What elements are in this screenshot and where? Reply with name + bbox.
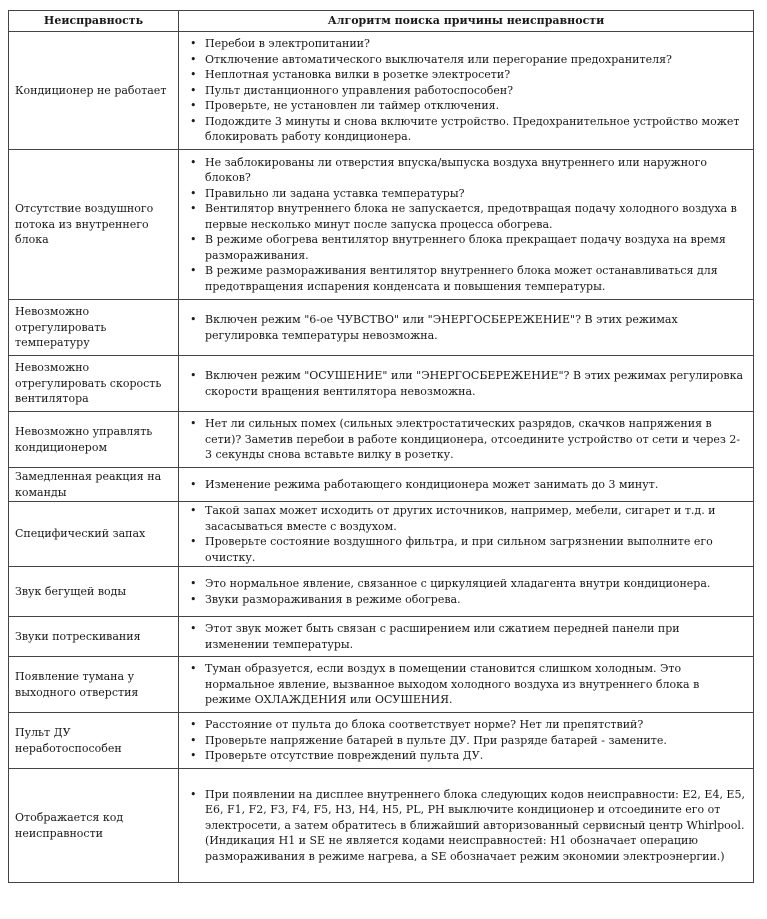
list-item-text: Вентилятор внутреннего блока не запускается, предотвращая подачу холодного воздуха в первые несколько минут после запуска процесса обогрева. — [205, 202, 737, 231]
list-item — [183, 592, 747, 608]
bullet-icon: • — [190, 662, 197, 676]
list-item-text: Звуки размораживания в режиме обогрева. — [205, 592, 461, 606]
check-list — [183, 368, 747, 399]
list-item-text: Изменение режима работающего кондиционера может занимать до 3 минут. — [205, 477, 659, 491]
bullet-icon: • — [190, 233, 197, 247]
list-item-text: Включен режим "6-ое ЧУВСТВО" или "ЭНЕРГОСБЕРЕЖЕНИЕ"? В этих режимах регулировка температуры невозможна. — [205, 313, 678, 342]
bullet-icon: • — [190, 622, 197, 635]
list-item — [183, 186, 747, 202]
list-item-text: Перебои в электропитании? — [205, 37, 370, 51]
troubleshooting-table — [8, 10, 754, 883]
list-item — [183, 201, 747, 232]
list-item — [183, 232, 747, 263]
list-item-text: При появлении на дисплее внутреннего блока следующих кодов неисправности: E2, E4, E5, E6, F1, F2, F3, F4, F5, H3, H4, H5, PL, PH выключите кондиционер и отсоедините его от электросети, а затем обратитесь в ближайший авторизованный сервисный центр Whirlpool. — [205, 787, 745, 832]
malfunction-cell: Звук бегущей воды — [9, 567, 179, 617]
list-item-text: Правильно ли задана уставка температуры? — [205, 186, 465, 200]
malfunction-cell: Звуки потрескивания — [9, 617, 179, 657]
table-row — [9, 502, 754, 567]
list-item — [183, 83, 747, 99]
bullet-icon: • — [190, 787, 197, 801]
algorithm-cell — [179, 412, 754, 468]
bullet-icon: • — [190, 417, 197, 431]
bullet-icon: • — [190, 749, 197, 763]
algorithm-cell — [179, 468, 754, 502]
table-row — [9, 617, 754, 657]
algorithm-cell — [179, 300, 754, 356]
check-list — [183, 717, 747, 764]
list-item — [183, 621, 747, 652]
malfunction-cell: Невозможно отрегулировать скорость вентилятора — [9, 356, 179, 412]
list-item-text: Отключение автоматического выключателя или перегорание предохранителя? — [205, 52, 672, 66]
list-item — [183, 263, 747, 294]
table-row — [9, 468, 754, 502]
bullet-icon: • — [190, 369, 197, 382]
table-row — [9, 567, 754, 617]
list-item — [183, 576, 747, 592]
check-list — [183, 477, 747, 493]
algorithm-cell — [179, 356, 754, 412]
list-item — [183, 67, 747, 83]
algorithm-cell — [179, 769, 754, 883]
malfunction-cell: Невозможно отрегулировать температуру — [9, 300, 179, 356]
algorithm-cell — [179, 617, 754, 657]
malfunction-cell: Замедленная реакция на команды — [9, 468, 179, 502]
list-item — [183, 748, 747, 764]
malfunction-cell: Специфический запах — [9, 502, 179, 567]
bullet-icon: • — [190, 504, 197, 517]
list-item-text: Этот звук может быть связан с расширением или сжатием передней панели при изменении температуры. — [205, 622, 680, 651]
list-item — [183, 52, 747, 68]
bullet-icon: • — [190, 99, 197, 113]
bullet-icon: • — [190, 718, 197, 732]
list-item-text: Проверьте, не установлен ли таймер отключения. — [205, 99, 500, 113]
malfunction-cell: Появление тумана у выходного отверстия — [9, 657, 179, 713]
bullet-icon: • — [190, 535, 197, 548]
check-list — [183, 576, 747, 607]
list-item-text: Подождите 3 минуты и снова включите устройство. Предохранительное устройство может блокировать работу кондиционера. — [205, 114, 740, 144]
table-row — [9, 300, 754, 356]
list-item-text: Нет ли сильных помех (сильных электростатических разрядов, скачков напряжения в сети)? Заметив перебои в работе кондиционера, отсоедините устройство от сети и через 2-3 секунды снова вставьте вилку в розетку. — [205, 417, 741, 462]
list-item-text: Проверьте напряжение батарей в пульте ДУ. При разряде батарей - замените. — [205, 733, 667, 747]
list-item-text: В режиме обогрева вентилятор внутреннего блока прекращает подачу воздуха на время размораживания. — [205, 233, 726, 262]
list-item-text: Проверьте состояние воздушного фильтра, и при сильном загрязнении выполните его очистку. — [205, 535, 713, 564]
list-item — [183, 534, 747, 565]
bullet-icon: • — [190, 155, 197, 169]
list-item — [183, 661, 747, 708]
list-item — [183, 368, 747, 399]
malfunction-cell: Пульт ДУ неработоспособен — [9, 713, 179, 769]
algorithm-cell — [179, 657, 754, 713]
list-item-text: Туман образуется, если воздух в помещении становится слишком холодным. Это нормальное явление, вызванное выходом холодного воздуха из внутреннего блока в режиме ОХЛАЖДЕНИЯ или ОСУШЕНИЯ. — [205, 662, 700, 707]
bullet-icon: • — [190, 264, 197, 278]
list-item — [183, 98, 747, 114]
list-item — [183, 416, 747, 463]
list-item — [183, 477, 747, 493]
bullet-icon: • — [190, 477, 197, 491]
algorithm-cell — [179, 713, 754, 769]
list-item — [183, 733, 747, 749]
check-list — [183, 155, 747, 295]
malfunction-cell: Невозможно управлять кондиционером — [9, 412, 179, 468]
header-algorithm: Алгоритм поиска причины неисправности — [179, 11, 754, 32]
note-text: (Индикация H1 и SE не является кодами неисправностей: H1 обозначает операцию размораживания в режиме нагрева, а SE обозначает режим экономии электроэнергии.) — [205, 834, 725, 863]
check-list — [183, 661, 747, 708]
list-item — [183, 717, 747, 733]
check-list — [183, 621, 747, 652]
algorithm-cell — [179, 32, 754, 150]
list-item-text: Проверьте отсутствие повреждений пульта ДУ. — [205, 749, 484, 763]
bullet-icon: • — [190, 577, 197, 590]
table-row — [9, 769, 754, 883]
malfunction-cell: Кондиционер не работает — [9, 32, 179, 150]
header-malfunction: Неисправность — [9, 11, 179, 32]
list-item-text: Расстояние от пульта до блока соответствует норме? Нет ли препятствий? — [205, 718, 644, 732]
list-item-text: Не заблокированы ли отверстия впуска/выпуска воздуха внутреннего или наружного блоков? — [205, 155, 708, 185]
list-item-text: В режиме размораживания вентилятор внутреннего блока может останавливаться для предотвращения испарения конденсата и повышения температуры. — [205, 264, 718, 293]
check-list — [183, 36, 747, 145]
check-list — [183, 787, 747, 834]
bullet-icon: • — [190, 52, 197, 66]
bullet-icon: • — [190, 733, 197, 747]
algorithm-cell — [179, 150, 754, 300]
malfunction-cell: Отображается код неисправности — [9, 769, 179, 883]
check-list — [183, 416, 747, 463]
check-list — [183, 312, 747, 343]
bullet-icon: • — [190, 592, 197, 606]
bullet-icon: • — [190, 37, 197, 51]
list-item — [183, 36, 747, 52]
bullet-icon: • — [190, 202, 197, 216]
table-row — [9, 713, 754, 769]
list-item — [183, 114, 747, 145]
list-item-text: Это нормальное явление, связанное с циркуляцией хладагента внутри кондиционера. — [205, 577, 711, 590]
bullet-icon: • — [190, 313, 197, 326]
table-header-row — [9, 11, 754, 32]
table-row — [9, 356, 754, 412]
bullet-icon: • — [190, 83, 197, 97]
bullet-icon: • — [190, 68, 197, 82]
check-list — [183, 503, 747, 565]
table-row — [9, 32, 754, 150]
list-item — [183, 312, 747, 343]
malfunction-cell: Отсутствие воздушного потока из внутреннего блока — [9, 150, 179, 300]
table-row — [9, 657, 754, 713]
list-item — [183, 155, 747, 186]
table-row — [9, 412, 754, 468]
bullet-icon: • — [190, 114, 197, 128]
algorithm-cell — [179, 502, 754, 567]
bullet-icon: • — [190, 186, 197, 200]
table-body — [9, 32, 754, 883]
algorithm-cell — [179, 567, 754, 617]
list-item-text: Такой запах может исходить от других источников, например, мебели, сигарет и т.д. и засасываться вместе с воздухом. — [205, 504, 716, 533]
list-item-text: Неплотная установка вилки в розетке электросети? — [205, 68, 511, 82]
list-item-text: Включен режим "ОСУШЕНИЕ" или "ЭНЕРГОСБЕРЕЖЕНИЕ"? В этих режимах регулировка скорости вращения вентилятора невозможна. — [205, 369, 744, 398]
list-item-text: Пульт дистанционного управления работоспособен? — [205, 83, 514, 97]
list-item — [183, 787, 747, 834]
list-item — [183, 503, 747, 534]
table-row — [9, 150, 754, 300]
